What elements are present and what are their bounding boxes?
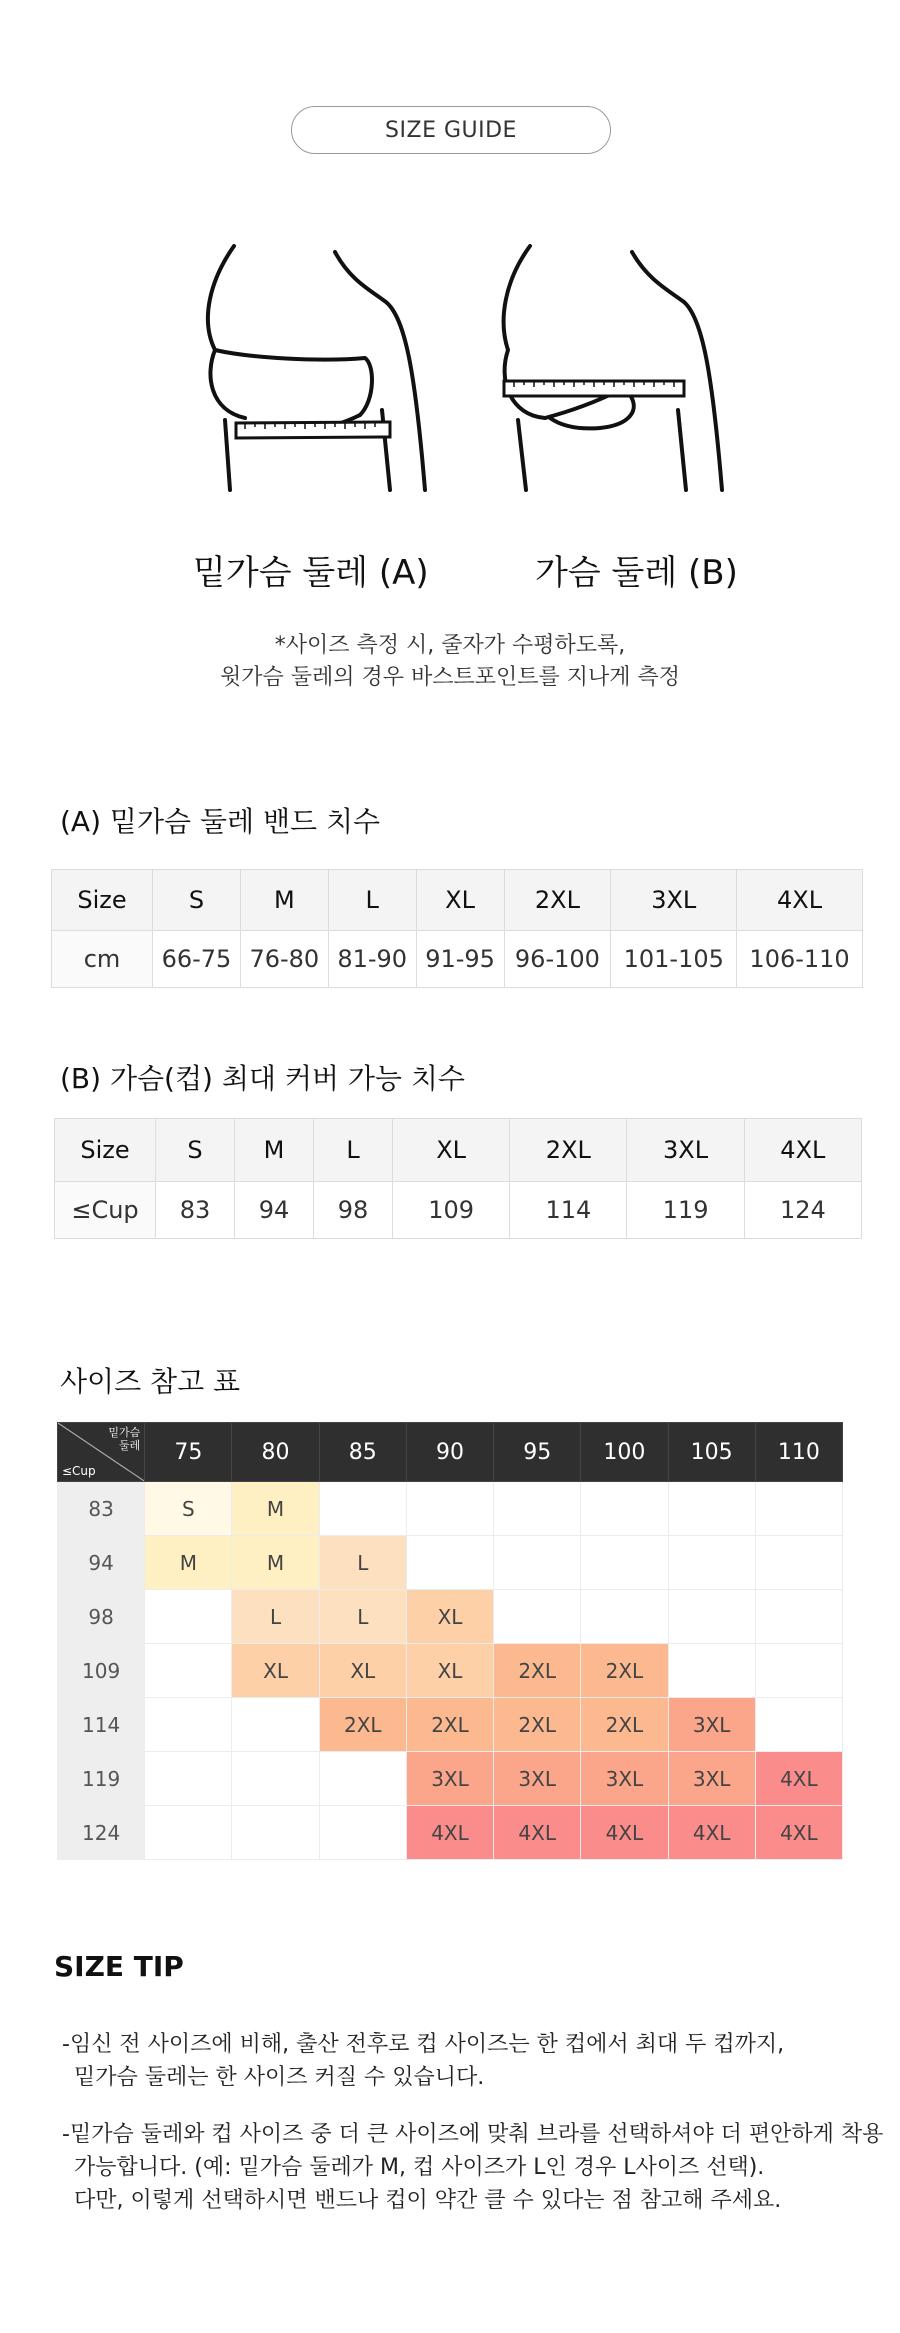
reference-size-cell <box>668 1482 755 1536</box>
band-value-cell: 91-95 <box>416 931 504 988</box>
reference-size-cell <box>232 1806 319 1860</box>
reference-size-cell: L <box>319 1536 406 1590</box>
cup-header-cell: Size <box>55 1119 156 1182</box>
reference-size-cell: L <box>232 1590 319 1644</box>
reference-size-cell <box>755 1536 842 1590</box>
reference-size-cell: 2XL <box>581 1644 668 1698</box>
reference-size-cell <box>145 1644 232 1698</box>
tip-line: 밑가슴 둘레는 한 사이즈 커질 수 있습니다. <box>74 2065 485 2090</box>
reference-size-cell <box>494 1482 581 1536</box>
note-line: 윗가슴 둘레의 경우 바스트포인트를 지나게 측정 <box>219 665 680 690</box>
reference-cup-cell: 124 <box>58 1806 145 1860</box>
reference-col-header: 110 <box>755 1423 842 1482</box>
cup-row-label: ≤Cup <box>55 1182 156 1239</box>
band-header-cell: Size <box>52 870 153 931</box>
reference-row <box>58 1752 843 1806</box>
corner-top-label: 밑가슴 둘레 <box>108 1426 141 1452</box>
reference-size-cell: S <box>145 1482 232 1536</box>
size-reference-table <box>57 1422 843 1860</box>
bust-figure <box>504 246 722 490</box>
reference-col-header: 80 <box>232 1423 319 1482</box>
tip-block-1 <box>62 2028 784 2094</box>
band-table-title: (A) 밑가슴 둘레 밴드 치수 <box>60 805 381 838</box>
cup-value-cell: 119 <box>627 1182 744 1239</box>
tip-block-2 <box>62 2118 883 2217</box>
tip-line: -밑가슴 둘레와 컵 사이즈 중 더 큰 사이즈에 맞춰 브라를 선택하셔야 더 편안하게 착용 <box>62 2122 884 2147</box>
cup-value-cell: 94 <box>235 1182 314 1239</box>
tip-line: 가능합니다. (예: 밑가슴 둘레가 M, 컵 사이즈가 L인 경우 L사이즈 선택). <box>74 2155 765 2180</box>
reference-size-cell <box>145 1698 232 1752</box>
reference-size-cell: 4XL <box>581 1806 668 1860</box>
under-bust-caption: 밑가슴 둘레 (A) <box>193 553 429 593</box>
reference-size-cell: 3XL <box>668 1752 755 1806</box>
reference-size-cell: 4XL <box>755 1752 842 1806</box>
band-header-cell: S <box>153 870 241 931</box>
reference-size-cell: 4XL <box>406 1806 493 1860</box>
reference-size-cell: M <box>232 1482 319 1536</box>
reference-col-header: 100 <box>581 1423 668 1482</box>
reference-row <box>58 1590 843 1644</box>
measurement-note <box>0 630 900 694</box>
cup-header-cell: 3XL <box>627 1119 744 1182</box>
reference-size-cell <box>145 1590 232 1644</box>
reference-size-cell: 4XL <box>668 1806 755 1860</box>
band-size-table <box>51 869 863 988</box>
band-header-cell: 3XL <box>611 870 737 931</box>
reference-title: 사이즈 참고 표 <box>60 1365 241 1398</box>
reference-size-cell <box>319 1806 406 1860</box>
reference-size-cell: 2XL <box>494 1644 581 1698</box>
reference-size-cell <box>406 1536 493 1590</box>
reference-size-cell <box>145 1752 232 1806</box>
reference-row <box>58 1644 843 1698</box>
reference-size-cell <box>319 1482 406 1536</box>
reference-header-row <box>58 1423 843 1482</box>
reference-col-header: 105 <box>668 1423 755 1482</box>
size-guide-label: SIZE GUIDE <box>385 117 517 143</box>
reference-size-cell <box>581 1482 668 1536</box>
cup-header-cell: 4XL <box>744 1119 861 1182</box>
reference-size-cell <box>755 1482 842 1536</box>
reference-size-cell <box>232 1698 319 1752</box>
reference-cup-cell: 109 <box>58 1644 145 1698</box>
reference-size-cell <box>232 1752 319 1806</box>
band-value-cell: 81-90 <box>328 931 416 988</box>
band-header-cell: XL <box>416 870 504 931</box>
size-reference-chart <box>57 1422 843 1860</box>
under-bust-figure <box>208 246 425 490</box>
reference-size-cell <box>668 1590 755 1644</box>
reference-size-cell <box>494 1590 581 1644</box>
reference-size-cell: 2XL <box>406 1698 493 1752</box>
corner-bottom-label: ≤Cup <box>62 1464 96 1478</box>
cup-header-row <box>55 1119 862 1182</box>
cup-header-cell: XL <box>393 1119 510 1182</box>
reference-size-cell <box>668 1644 755 1698</box>
band-value-cell: 106-110 <box>737 931 863 988</box>
reference-size-cell: XL <box>406 1644 493 1698</box>
under-bust-tape <box>236 422 390 438</box>
reference-size-cell: XL <box>319 1644 406 1698</box>
reference-col-header: 85 <box>319 1423 406 1482</box>
reference-row <box>58 1536 843 1590</box>
band-value-cell: 76-80 <box>240 931 328 988</box>
reference-row <box>58 1698 843 1752</box>
size-tip-title: SIZE TIP <box>54 1950 184 1983</box>
reference-size-cell <box>494 1536 581 1590</box>
reference-col-header: 90 <box>406 1423 493 1482</box>
reference-col-header: 75 <box>145 1423 232 1482</box>
reference-size-cell: 3XL <box>494 1752 581 1806</box>
reference-size-cell: 4XL <box>755 1806 842 1860</box>
band-value-cell: 96-100 <box>504 931 611 988</box>
reference-size-cell <box>406 1482 493 1536</box>
band-header-cell: 2XL <box>504 870 611 931</box>
reference-cup-cell: 114 <box>58 1698 145 1752</box>
band-row-label: cm <box>52 931 153 988</box>
reference-size-cell: XL <box>232 1644 319 1698</box>
measurement-illustration <box>200 240 760 510</box>
reference-cup-cell: 94 <box>58 1536 145 1590</box>
cup-header-cell: M <box>235 1119 314 1182</box>
cup-value-cell: 124 <box>744 1182 861 1239</box>
bust-tape <box>504 381 684 396</box>
reference-size-cell: XL <box>406 1590 493 1644</box>
cup-header-cell: L <box>314 1119 393 1182</box>
reference-size-cell: 2XL <box>581 1698 668 1752</box>
reference-corner-cell <box>58 1423 145 1482</box>
cup-header-cell: S <box>156 1119 235 1182</box>
cup-value-cell: 98 <box>314 1182 393 1239</box>
cup-value-cell: 83 <box>156 1182 235 1239</box>
band-header-cell: 4XL <box>737 870 863 931</box>
reference-size-cell <box>755 1590 842 1644</box>
reference-row <box>58 1806 843 1860</box>
band-value-cell: 101-105 <box>611 931 737 988</box>
reference-size-cell: M <box>145 1536 232 1590</box>
tip-line: 다만, 이렇게 선택하시면 밴드나 컵이 약간 클 수 있다는 점 참고해 주세요. <box>74 2188 782 2213</box>
tip-line: -임신 전 사이즈에 비해, 출산 전후로 컵 사이즈는 한 컵에서 최대 두 컵까지, <box>62 2032 785 2057</box>
cup-table-title: (B) 가슴(컵) 최대 커버 가능 치수 <box>60 1062 465 1095</box>
reference-size-cell: 3XL <box>406 1752 493 1806</box>
cup-size-table <box>54 1118 862 1239</box>
cup-value-cell: 114 <box>510 1182 627 1239</box>
band-value-cell: 66-75 <box>153 931 241 988</box>
reference-size-cell <box>581 1536 668 1590</box>
reference-cup-cell: 119 <box>58 1752 145 1806</box>
band-header-row <box>52 870 863 931</box>
reference-size-cell: M <box>232 1536 319 1590</box>
band-header-cell: L <box>328 870 416 931</box>
reference-size-cell: 3XL <box>668 1698 755 1752</box>
reference-cup-cell: 83 <box>58 1482 145 1536</box>
reference-size-cell <box>145 1806 232 1860</box>
reference-size-cell <box>755 1644 842 1698</box>
band-value-row <box>52 931 863 988</box>
size-guide-pill <box>291 106 611 154</box>
bust-caption: 가슴 둘레 (B) <box>535 553 738 593</box>
reference-size-cell: L <box>319 1590 406 1644</box>
reference-size-cell <box>755 1698 842 1752</box>
note-line: *사이즈 측정 시, 줄자가 수평하도록, <box>274 633 626 658</box>
reference-size-cell <box>319 1752 406 1806</box>
reference-size-cell: 3XL <box>581 1752 668 1806</box>
reference-size-cell: 4XL <box>494 1806 581 1860</box>
reference-size-cell <box>581 1590 668 1644</box>
reference-row <box>58 1482 843 1536</box>
reference-size-cell: 2XL <box>319 1698 406 1752</box>
reference-size-cell: 2XL <box>494 1698 581 1752</box>
cup-header-cell: 2XL <box>510 1119 627 1182</box>
band-header-cell: M <box>240 870 328 931</box>
cup-value-cell: 109 <box>393 1182 510 1239</box>
reference-size-cell <box>668 1536 755 1590</box>
cup-value-row <box>55 1182 862 1239</box>
reference-cup-cell: 98 <box>58 1590 145 1644</box>
reference-col-header: 95 <box>494 1423 581 1482</box>
